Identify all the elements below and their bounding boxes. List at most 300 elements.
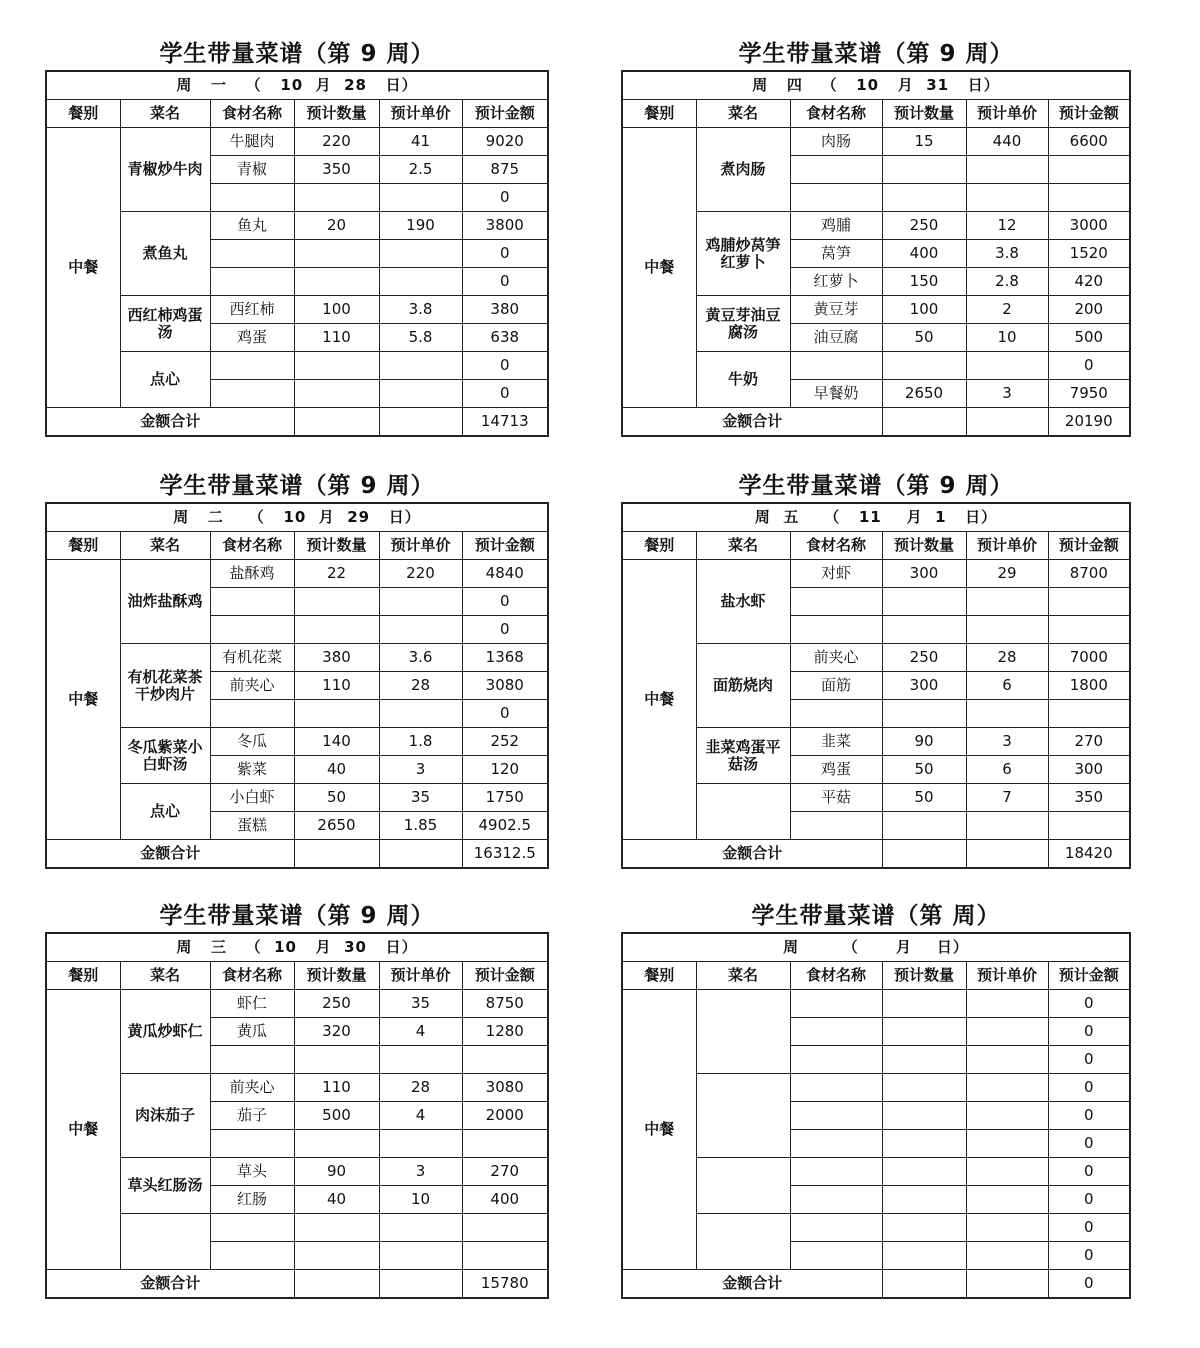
dish-name-cell: 面筋烧肉 xyxy=(696,644,790,728)
column-header: 预计单价 xyxy=(379,962,462,990)
quantity-cell: 140 xyxy=(294,728,379,756)
unit-price-cell xyxy=(379,1046,462,1074)
unit-price-cell xyxy=(379,616,462,644)
amount-cell: 0 xyxy=(1048,990,1130,1018)
table-row xyxy=(622,1214,1130,1242)
unit-price-cell xyxy=(966,812,1048,840)
dish-name-cell: 有机花菜茶干炒肉片 xyxy=(120,644,210,728)
table-row xyxy=(622,728,1130,756)
dish-name-cell: 西红柿鸡蛋汤 xyxy=(120,296,210,352)
unit-price-cell: 440 xyxy=(966,128,1048,156)
unit-price-cell xyxy=(966,1018,1048,1046)
ingredient-cell: 早餐奶 xyxy=(790,380,882,408)
menu-table xyxy=(621,502,1131,869)
ingredient-cell: 冬瓜 xyxy=(210,728,294,756)
unit-price-cell xyxy=(379,268,462,296)
date-cell: 周 四 （ 10 月 31 日） xyxy=(622,71,1130,100)
header-row xyxy=(622,532,1130,560)
amount-cell: 1368 xyxy=(462,644,548,672)
amount-cell: 9020 xyxy=(462,128,548,156)
unit-price-cell: 1.8 xyxy=(379,728,462,756)
amount-cell: 252 xyxy=(462,728,548,756)
column-header: 菜名 xyxy=(120,532,210,560)
ingredient-cell: 面筋 xyxy=(790,672,882,700)
ingredient-cell xyxy=(210,700,294,728)
meal-cell: 中餐 xyxy=(46,128,120,408)
quantity-cell: 20 xyxy=(294,212,379,240)
unit-price-cell xyxy=(379,1214,462,1242)
menu-table xyxy=(45,932,549,1299)
unit-price-cell: 10 xyxy=(379,1186,462,1214)
ingredient-cell xyxy=(790,588,882,616)
quantity-cell xyxy=(882,588,966,616)
total-label: 金额合计 xyxy=(622,408,882,437)
menu-table xyxy=(621,932,1131,1299)
quantity-cell: 50 xyxy=(882,324,966,352)
amount-cell: 0 xyxy=(1048,1242,1130,1270)
amount-cell: 0 xyxy=(1048,1102,1130,1130)
dish-name-cell xyxy=(696,1214,790,1270)
total-empty-cell xyxy=(966,408,1048,437)
ingredient-cell: 蛋糕 xyxy=(210,812,294,840)
menu-table xyxy=(621,70,1131,437)
unit-price-cell: 3 xyxy=(966,728,1048,756)
amount-cell xyxy=(1048,616,1130,644)
ingredient-cell: 有机花菜 xyxy=(210,644,294,672)
dish-name-cell: 青椒炒牛肉 xyxy=(120,128,210,212)
quantity-cell: 110 xyxy=(294,324,379,352)
amount-cell: 7950 xyxy=(1048,380,1130,408)
unit-price-cell xyxy=(966,1074,1048,1102)
amount-cell: 500 xyxy=(1048,324,1130,352)
column-header: 餐别 xyxy=(46,532,120,560)
dish-name-cell: 韭菜鸡蛋平菇汤 xyxy=(696,728,790,784)
dish-name-cell: 牛奶 xyxy=(696,352,790,408)
total-amount: 15780 xyxy=(462,1270,548,1299)
column-header: 餐别 xyxy=(46,962,120,990)
quantity-cell: 40 xyxy=(294,1186,379,1214)
dish-name-cell: 油炸盐酥鸡 xyxy=(120,560,210,644)
amount-cell: 3080 xyxy=(462,1074,548,1102)
header-row xyxy=(622,100,1130,128)
quantity-cell xyxy=(294,352,379,380)
total-label: 金额合计 xyxy=(46,408,294,437)
quantity-cell xyxy=(882,1046,966,1074)
unit-price-cell: 1.85 xyxy=(379,812,462,840)
amount-cell: 4902.5 xyxy=(462,812,548,840)
column-header: 预计单价 xyxy=(966,532,1048,560)
date-row xyxy=(622,933,1130,962)
amount-cell: 3000 xyxy=(1048,212,1130,240)
column-header: 预计金额 xyxy=(462,532,548,560)
amount-cell: 0 xyxy=(462,588,548,616)
unit-price-cell xyxy=(379,352,462,380)
unit-price-cell xyxy=(966,352,1048,380)
column-header: 食材名称 xyxy=(790,100,882,128)
quantity-cell: 50 xyxy=(294,784,379,812)
ingredient-cell: 韭菜 xyxy=(790,728,882,756)
ingredient-cell: 黄瓜 xyxy=(210,1018,294,1046)
ingredient-cell xyxy=(790,990,882,1018)
column-header: 预计单价 xyxy=(966,962,1048,990)
quantity-cell xyxy=(294,1242,379,1270)
table-row xyxy=(622,644,1130,672)
menu-block-thursday xyxy=(621,38,1131,437)
unit-price-cell: 4 xyxy=(379,1018,462,1046)
ingredient-cell xyxy=(790,616,882,644)
unit-price-cell xyxy=(966,700,1048,728)
total-label: 金额合计 xyxy=(46,1270,294,1299)
column-header: 预计金额 xyxy=(462,100,548,128)
column-header: 预计单价 xyxy=(966,100,1048,128)
column-header: 食材名称 xyxy=(210,100,294,128)
dish-name-cell xyxy=(696,1158,790,1214)
amount-cell xyxy=(1048,184,1130,212)
column-header: 预计金额 xyxy=(1048,962,1130,990)
quantity-cell xyxy=(294,616,379,644)
total-row xyxy=(46,408,548,437)
ingredient-cell xyxy=(790,1046,882,1074)
amount-cell: 0 xyxy=(1048,1018,1130,1046)
amount-cell: 1280 xyxy=(462,1018,548,1046)
dish-name-cell xyxy=(696,784,790,840)
dish-name-cell: 草头红肠汤 xyxy=(120,1158,210,1214)
quantity-cell: 2650 xyxy=(882,380,966,408)
ingredient-cell xyxy=(210,380,294,408)
unit-price-cell: 220 xyxy=(379,560,462,588)
quantity-cell xyxy=(882,616,966,644)
quantity-cell: 100 xyxy=(294,296,379,324)
ingredient-cell: 莴笋 xyxy=(790,240,882,268)
total-row xyxy=(622,408,1130,437)
ingredient-cell xyxy=(210,240,294,268)
ingredient-cell: 牛腿肉 xyxy=(210,128,294,156)
dish-name-cell: 点心 xyxy=(120,352,210,408)
menu-block-tuesday xyxy=(45,470,549,869)
unit-price-cell xyxy=(379,700,462,728)
meal-cell: 中餐 xyxy=(622,128,696,408)
amount-cell xyxy=(1048,812,1130,840)
unit-price-cell: 2 xyxy=(966,296,1048,324)
total-amount: 16312.5 xyxy=(462,840,548,869)
date-row xyxy=(46,933,548,962)
ingredient-cell: 红萝卜 xyxy=(790,268,882,296)
quantity-cell xyxy=(882,1158,966,1186)
ingredient-cell: 青椒 xyxy=(210,156,294,184)
quantity-cell: 150 xyxy=(882,268,966,296)
table-row xyxy=(622,1158,1130,1186)
amount-cell xyxy=(462,1046,548,1074)
ingredient-cell: 前夹心 xyxy=(790,644,882,672)
unit-price-cell xyxy=(379,380,462,408)
total-empty-cell xyxy=(379,1270,462,1299)
quantity-cell: 400 xyxy=(882,240,966,268)
ingredient-cell: 紫菜 xyxy=(210,756,294,784)
header-row xyxy=(46,962,548,990)
table-row xyxy=(622,1074,1130,1102)
unit-price-cell xyxy=(379,1130,462,1158)
quantity-cell xyxy=(882,1214,966,1242)
unit-price-cell xyxy=(966,1214,1048,1242)
date-cell: 周 五 （ 11 月 1 日） xyxy=(622,503,1130,532)
table-row xyxy=(46,560,548,588)
column-header: 餐别 xyxy=(622,532,696,560)
column-header: 餐别 xyxy=(46,100,120,128)
ingredient-cell: 肉肠 xyxy=(790,128,882,156)
ingredient-cell xyxy=(790,812,882,840)
quantity-cell xyxy=(294,268,379,296)
ingredient-cell: 前夹心 xyxy=(210,672,294,700)
amount-cell: 1800 xyxy=(1048,672,1130,700)
column-header: 食材名称 xyxy=(210,532,294,560)
ingredient-cell xyxy=(790,1186,882,1214)
amount-cell xyxy=(1048,700,1130,728)
amount-cell: 0 xyxy=(462,352,548,380)
ingredient-cell xyxy=(210,1242,294,1270)
column-header: 食材名称 xyxy=(790,532,882,560)
menu-title: 学生带量菜谱（第 9 周） xyxy=(159,473,435,499)
column-header: 食材名称 xyxy=(210,962,294,990)
meal-cell: 中餐 xyxy=(622,990,696,1270)
quantity-cell xyxy=(294,588,379,616)
header-row xyxy=(46,100,548,128)
amount-cell: 1520 xyxy=(1048,240,1130,268)
ingredient-cell: 盐酥鸡 xyxy=(210,560,294,588)
amount-cell: 0 xyxy=(462,380,548,408)
total-row xyxy=(622,1270,1130,1299)
unit-price-cell: 7 xyxy=(966,784,1048,812)
total-empty-cell xyxy=(966,1270,1048,1299)
unit-price-cell: 3.8 xyxy=(966,240,1048,268)
date-row xyxy=(622,503,1130,532)
dish-name-cell: 鸡脯炒莴笋红萝卜 xyxy=(696,212,790,296)
total-label: 金额合计 xyxy=(46,840,294,869)
table-row xyxy=(622,128,1130,156)
dish-name-cell: 冬瓜紫菜小白虾汤 xyxy=(120,728,210,784)
column-header: 食材名称 xyxy=(790,962,882,990)
ingredient-cell: 西红柿 xyxy=(210,296,294,324)
ingredient-cell: 黄豆芽 xyxy=(790,296,882,324)
amount-cell: 0 xyxy=(1048,352,1130,380)
amount-cell: 1750 xyxy=(462,784,548,812)
ingredient-cell: 虾仁 xyxy=(210,990,294,1018)
unit-price-cell: 4 xyxy=(379,1102,462,1130)
table-row xyxy=(622,560,1130,588)
total-empty-cell xyxy=(294,408,379,437)
amount-cell: 350 xyxy=(1048,784,1130,812)
meal-cell: 中餐 xyxy=(46,560,120,840)
menu-title: 学生带量菜谱（第 周） xyxy=(751,903,1001,929)
unit-price-cell xyxy=(379,588,462,616)
quantity-cell: 250 xyxy=(882,644,966,672)
total-empty-cell xyxy=(882,1270,966,1299)
quantity-cell: 320 xyxy=(294,1018,379,1046)
table-row xyxy=(46,296,548,324)
ingredient-cell xyxy=(790,1242,882,1270)
menu-table xyxy=(45,70,549,437)
unit-price-cell xyxy=(966,1102,1048,1130)
ingredient-cell: 对虾 xyxy=(790,560,882,588)
amount-cell xyxy=(1048,156,1130,184)
table-row xyxy=(622,352,1130,380)
quantity-cell: 300 xyxy=(882,560,966,588)
amount-cell: 420 xyxy=(1048,268,1130,296)
quantity-cell: 100 xyxy=(882,296,966,324)
table-row xyxy=(622,784,1130,812)
quantity-cell: 220 xyxy=(294,128,379,156)
quantity-cell xyxy=(882,1074,966,1102)
ingredient-cell xyxy=(210,616,294,644)
total-empty-cell xyxy=(966,840,1048,869)
date-cell: 周 一 （ 10 月 28 日） xyxy=(46,71,548,100)
total-label: 金额合计 xyxy=(622,1270,882,1299)
total-amount: 14713 xyxy=(462,408,548,437)
amount-cell: 8750 xyxy=(462,990,548,1018)
dish-name-cell xyxy=(696,990,790,1074)
ingredient-cell xyxy=(210,1130,294,1158)
total-amount: 20190 xyxy=(1048,408,1130,437)
ingredient-cell xyxy=(790,1102,882,1130)
unit-price-cell: 28 xyxy=(966,644,1048,672)
quantity-cell: 90 xyxy=(882,728,966,756)
quantity-cell xyxy=(294,380,379,408)
dish-name-cell: 煮肉肠 xyxy=(696,128,790,212)
total-empty-cell xyxy=(379,840,462,869)
quantity-cell: 110 xyxy=(294,1074,379,1102)
date-cell: 周 三 （ 10 月 30 日） xyxy=(46,933,548,962)
quantity-cell: 50 xyxy=(882,784,966,812)
column-header: 预计数量 xyxy=(294,100,379,128)
unit-price-cell xyxy=(966,156,1048,184)
quantity-cell: 90 xyxy=(294,1158,379,1186)
ingredient-cell xyxy=(210,268,294,296)
quantity-cell: 110 xyxy=(294,672,379,700)
ingredient-cell: 红肠 xyxy=(210,1186,294,1214)
ingredient-cell xyxy=(790,1018,882,1046)
amount-cell: 6600 xyxy=(1048,128,1130,156)
ingredient-cell: 油豆腐 xyxy=(790,324,882,352)
unit-price-cell: 3.8 xyxy=(379,296,462,324)
date-row xyxy=(46,503,548,532)
quantity-cell xyxy=(882,184,966,212)
quantity-cell: 300 xyxy=(882,672,966,700)
amount-cell: 120 xyxy=(462,756,548,784)
quantity-cell: 250 xyxy=(294,990,379,1018)
quantity-cell xyxy=(294,1130,379,1158)
table-row xyxy=(46,212,548,240)
quantity-cell xyxy=(294,700,379,728)
quantity-cell xyxy=(882,1130,966,1158)
amount-cell: 0 xyxy=(462,268,548,296)
table-row xyxy=(46,990,548,1018)
quantity-cell xyxy=(882,812,966,840)
unit-price-cell xyxy=(966,1130,1048,1158)
meal-cell: 中餐 xyxy=(46,990,120,1270)
column-header: 预计数量 xyxy=(294,532,379,560)
column-header: 预计单价 xyxy=(379,100,462,128)
menu-block-monday xyxy=(45,38,549,437)
amount-cell: 0 xyxy=(1048,1158,1130,1186)
table-row xyxy=(46,128,548,156)
ingredient-cell: 鸡蛋 xyxy=(790,756,882,784)
amount-cell: 200 xyxy=(1048,296,1130,324)
meal-cell: 中餐 xyxy=(622,560,696,840)
table-row xyxy=(622,296,1130,324)
ingredient-cell xyxy=(210,352,294,380)
quantity-cell xyxy=(882,1186,966,1214)
menu-block-friday xyxy=(621,470,1131,869)
unit-price-cell: 6 xyxy=(966,756,1048,784)
quantity-cell xyxy=(882,1102,966,1130)
amount-cell: 380 xyxy=(462,296,548,324)
amount-cell: 270 xyxy=(1048,728,1130,756)
total-row xyxy=(46,1270,548,1299)
quantity-cell: 250 xyxy=(882,212,966,240)
total-empty-cell xyxy=(882,408,966,437)
unit-price-cell xyxy=(966,990,1048,1018)
total-empty-cell xyxy=(294,1270,379,1299)
date-cell: 周 （ 月 日） xyxy=(622,933,1130,962)
unit-price-cell xyxy=(966,1046,1048,1074)
unit-price-cell: 5.8 xyxy=(379,324,462,352)
table-row xyxy=(46,1214,548,1242)
menu-title: 学生带量菜谱（第 9 周） xyxy=(159,903,435,929)
dish-name-cell xyxy=(696,1074,790,1158)
table-row xyxy=(46,644,548,672)
quantity-cell xyxy=(882,990,966,1018)
unit-price-cell: 6 xyxy=(966,672,1048,700)
column-header: 预计数量 xyxy=(882,532,966,560)
menu-title: 学生带量菜谱（第 9 周） xyxy=(738,473,1014,499)
dish-name-cell: 肉沫茄子 xyxy=(120,1074,210,1158)
total-amount: 18420 xyxy=(1048,840,1130,869)
column-header: 预计金额 xyxy=(462,962,548,990)
unit-price-cell xyxy=(966,1242,1048,1270)
dish-name-cell: 盐水虾 xyxy=(696,560,790,644)
ingredient-cell xyxy=(210,588,294,616)
table-row xyxy=(622,212,1130,240)
amount-cell: 0 xyxy=(462,700,548,728)
unit-price-cell: 28 xyxy=(379,1074,462,1102)
unit-price-cell: 3.6 xyxy=(379,644,462,672)
amount-cell xyxy=(462,1214,548,1242)
table-row xyxy=(46,352,548,380)
unit-price-cell: 10 xyxy=(966,324,1048,352)
total-empty-cell xyxy=(882,840,966,869)
unit-price-cell: 3 xyxy=(966,380,1048,408)
ingredient-cell xyxy=(790,184,882,212)
unit-price-cell: 28 xyxy=(379,672,462,700)
quantity-cell xyxy=(882,1018,966,1046)
quantity-cell: 380 xyxy=(294,644,379,672)
table-row xyxy=(46,1158,548,1186)
amount-cell: 0 xyxy=(1048,1186,1130,1214)
amount-cell: 3800 xyxy=(462,212,548,240)
total-empty-cell xyxy=(379,408,462,437)
menu-table xyxy=(45,502,549,869)
amount-cell xyxy=(1048,588,1130,616)
quantity-cell: 22 xyxy=(294,560,379,588)
unit-price-cell xyxy=(966,184,1048,212)
total-empty-cell xyxy=(294,840,379,869)
header-row xyxy=(622,962,1130,990)
amount-cell: 8700 xyxy=(1048,560,1130,588)
column-header: 菜名 xyxy=(120,962,210,990)
ingredient-cell: 茄子 xyxy=(210,1102,294,1130)
amount-cell: 2000 xyxy=(462,1102,548,1130)
menu-block-wednesday xyxy=(45,900,549,1299)
amount-cell: 7000 xyxy=(1048,644,1130,672)
